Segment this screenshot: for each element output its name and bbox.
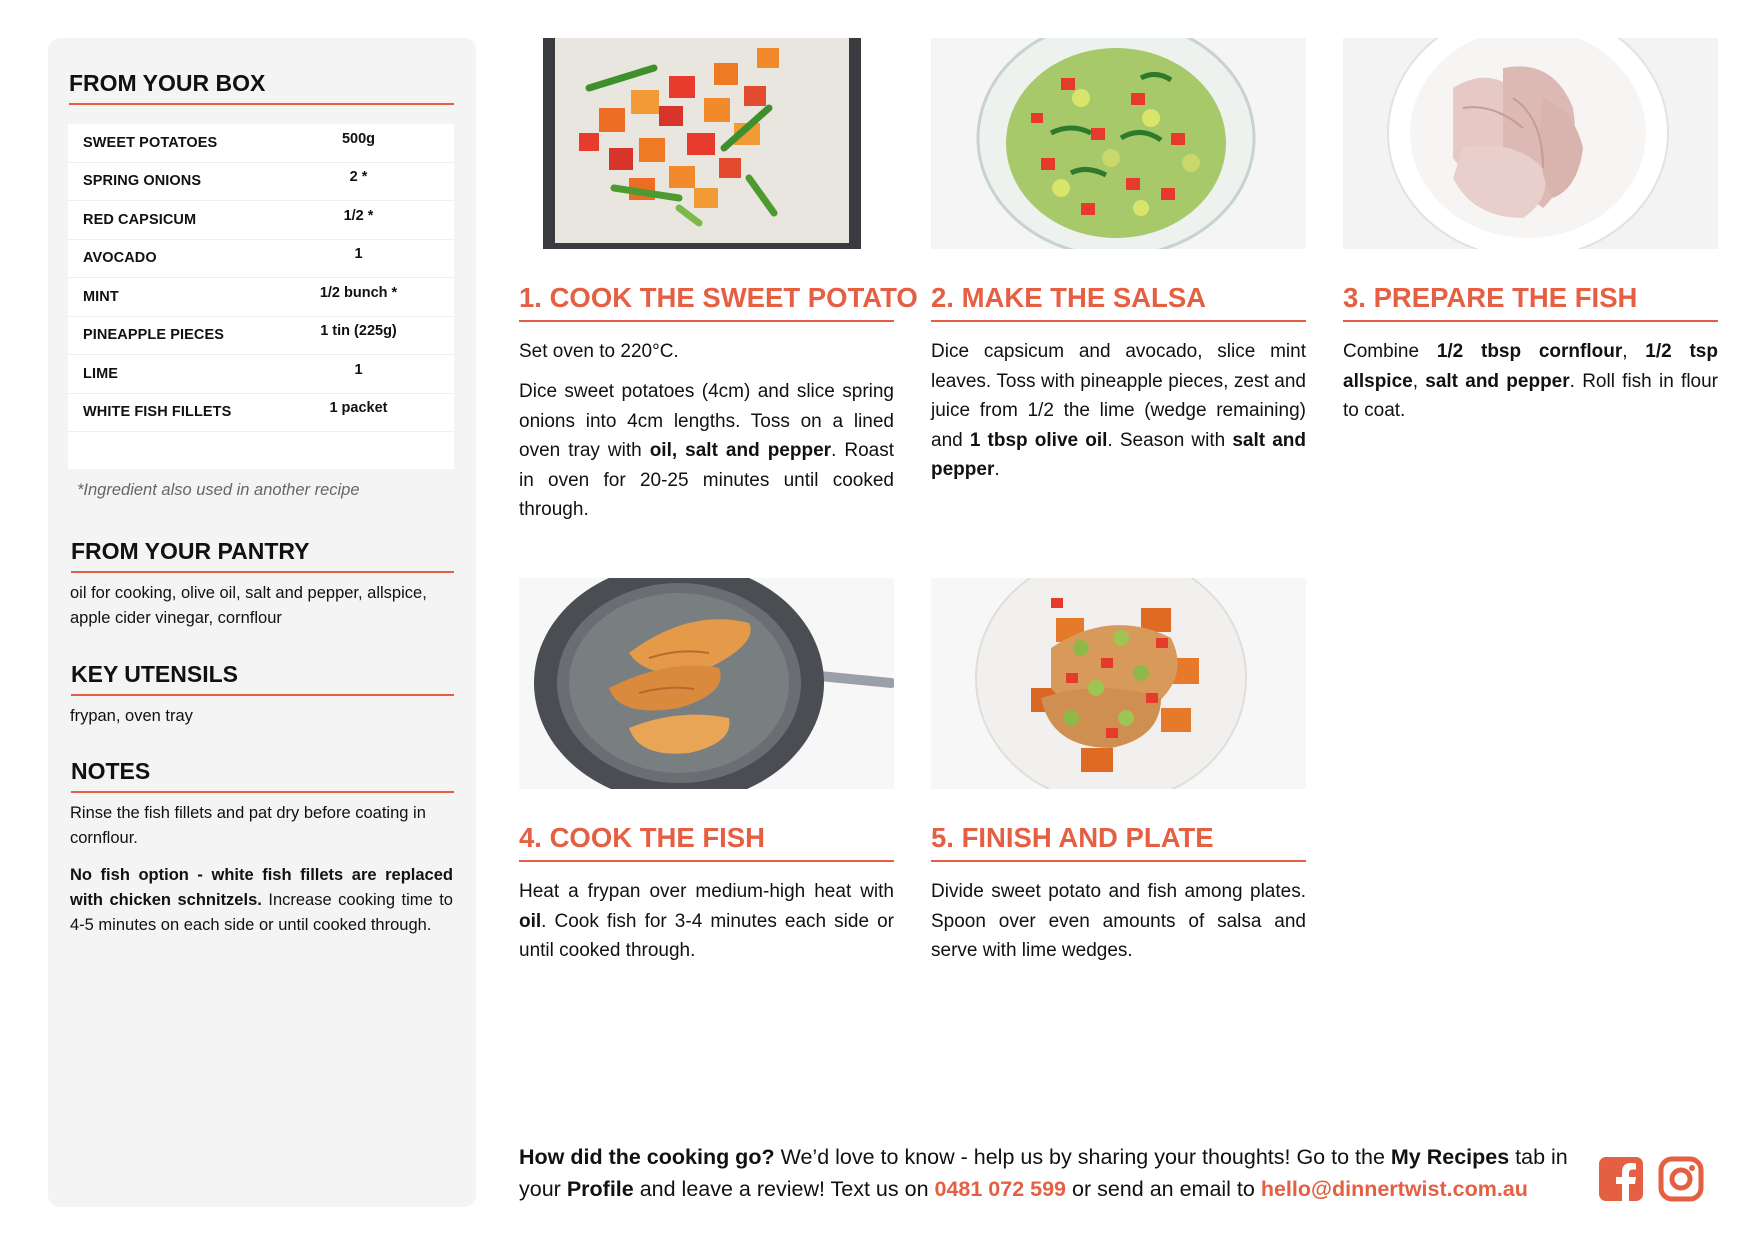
step-2-text-d: salt and pepper	[931, 429, 1306, 480]
step-3-text-b: 1/2 tbsp cornflour	[1436, 341, 1623, 362]
email-link[interactable]: hello@dinnertwist.com.au	[1260, 1176, 1528, 1201]
step-3-text	[1343, 337, 1718, 426]
ingredient-name: SWEET POTATOES	[83, 134, 218, 151]
utensils-text: frypan, oven tray	[70, 707, 193, 725]
facebook-icon[interactable]	[1598, 1156, 1644, 1202]
ingredients-sidebar	[48, 38, 476, 1207]
step-1-photo	[519, 38, 894, 249]
ingredient-qty: 1 packet	[329, 400, 388, 417]
ingredient-qty: 1	[354, 246, 363, 263]
feedback-text-1: We’d love to know - help us by sharing your thoughts! Go to the	[774, 1145, 1391, 1169]
table-row	[68, 124, 454, 163]
step-3-title: 3. PREPARE THE FISH	[1343, 282, 1718, 322]
step-2-text-a: Dice capsicum and avocado, slice mint leaves. Toss with pineapple pieces, zest and juice from 1/2 the lime (wedge remaining) and	[931, 341, 1306, 451]
ingredient-name: MINT	[83, 288, 119, 305]
no-fish-option-rest: Increase cooking time to 4-5 minutes on each side or until cooked through.	[70, 891, 453, 934]
ingredient-name: AVOCADO	[83, 250, 157, 267]
profile-label: Profile	[566, 1176, 634, 1201]
step-2-text-b: 1 tbsp olive oil	[969, 429, 1108, 451]
ingredient-name: PINEAPPLE PIECES	[83, 327, 224, 344]
step-2-text-e: .	[994, 459, 1000, 480]
step-4-text-b: oil	[519, 910, 542, 932]
step-4-text-a: Heat a frypan over medium-high heat with	[519, 881, 894, 902]
ingredient-qty: 1/2 *	[343, 207, 374, 224]
table-row	[68, 278, 454, 317]
feedback-text-3: and leave a review! Text us on	[633, 1176, 935, 1201]
step-2-text	[931, 337, 1306, 485]
ingredient-footnote: *Ingredient also used in another recipe	[77, 481, 360, 499]
step-1-title: 1. COOK THE SWEET POTATO	[519, 282, 894, 322]
table-row	[68, 163, 454, 202]
instagram-icon[interactable]	[1658, 1156, 1704, 1202]
ingredients-table	[68, 124, 454, 469]
table-row	[68, 355, 454, 394]
ingredient-qty: 2 *	[349, 169, 368, 186]
step-3-text-e: ,	[1412, 370, 1426, 392]
step-2-photo	[931, 38, 1306, 249]
no-fish-option-text	[70, 863, 453, 938]
step-2-title: 2. MAKE THE SALSA	[931, 282, 1306, 322]
table-row	[68, 240, 454, 279]
ingredient-qty: 1 tin (225g)	[320, 323, 397, 340]
from-your-box-heading: FROM YOUR BOX	[69, 70, 454, 105]
step-5-photo	[931, 578, 1306, 789]
step-4-text	[519, 877, 894, 966]
step-4-photo	[519, 578, 894, 789]
ingredient-name: WHITE FISH FILLETS	[83, 404, 232, 421]
table-row	[68, 394, 454, 433]
ingredient-qty: 1	[354, 361, 363, 378]
table-row	[68, 201, 454, 240]
ingredient-name: RED CAPSICUM	[83, 211, 197, 228]
step-1-text-2a: Dice sweet potatoes (4cm) and slice spring onions into 4cm lengths. Toss on a lined oven tray with	[519, 381, 894, 461]
ingredient-qty: 500g	[341, 130, 376, 147]
notes-heading: NOTES	[71, 758, 454, 793]
feedback-question: How did the cooking go?	[519, 1145, 775, 1169]
feedback-text-2: tab in your	[519, 1145, 1568, 1201]
no-fish-option-bold: No fish option - white fish fillets are replaced with chicken schnitzels.	[70, 866, 453, 909]
ingredient-name: LIME	[83, 365, 119, 382]
step-3-photo	[1343, 38, 1718, 249]
ingredient-name: SPRING ONIONS	[83, 173, 202, 190]
feedback-footer	[519, 1142, 1579, 1205]
phone-number-link[interactable]: 0481 072 599	[934, 1176, 1067, 1201]
step-1-text-1: Set oven to 220°C.	[519, 341, 679, 362]
pantry-heading: FROM YOUR PANTRY	[71, 538, 454, 573]
notes-text: Rinse the fish fillets and pat dry before coating in cornflour.	[70, 804, 426, 847]
step-5-text: Divide sweet potato and fish among plates. Spoon over even amounts of salsa and serve with lime wedges.	[931, 881, 1306, 961]
step-1-text-2b: oil, salt and pepper	[649, 440, 832, 461]
feedback-text-4: or send an email to	[1066, 1176, 1261, 1201]
step-3-text-f: salt and pepper	[1425, 370, 1570, 392]
step-3-text-g: . Roll fish in flour to coat.	[1343, 370, 1719, 421]
step-1-text-2	[519, 377, 894, 525]
step-3-text-c: ,	[1622, 341, 1646, 362]
step-5-title: 5. FINISH AND PLATE	[931, 822, 1306, 862]
ingredient-qty: 1/2 bunch *	[319, 284, 398, 301]
step-3-text-d: 1/2 tsp allspice	[1343, 341, 1718, 392]
step-4-title: 4. COOK THE FISH	[519, 822, 894, 862]
step-4-text-c: . Cook fish for 3-4 minutes each side or until cooked through.	[519, 910, 894, 961]
step-1-text-2c: . Roast in oven for 20-25 minutes until cooked through.	[519, 440, 894, 520]
utensils-heading: KEY UTENSILS	[71, 661, 454, 696]
pantry-text: oil for cooking, olive oil, salt and pepper, allspice, apple cider vinegar, cornflour	[70, 584, 427, 627]
step-3-text-a: Combine	[1343, 341, 1437, 362]
my-recipes-label: My Recipes	[1390, 1145, 1510, 1169]
table-row	[68, 317, 454, 356]
step-2-text-c: . Season with	[1107, 429, 1233, 451]
